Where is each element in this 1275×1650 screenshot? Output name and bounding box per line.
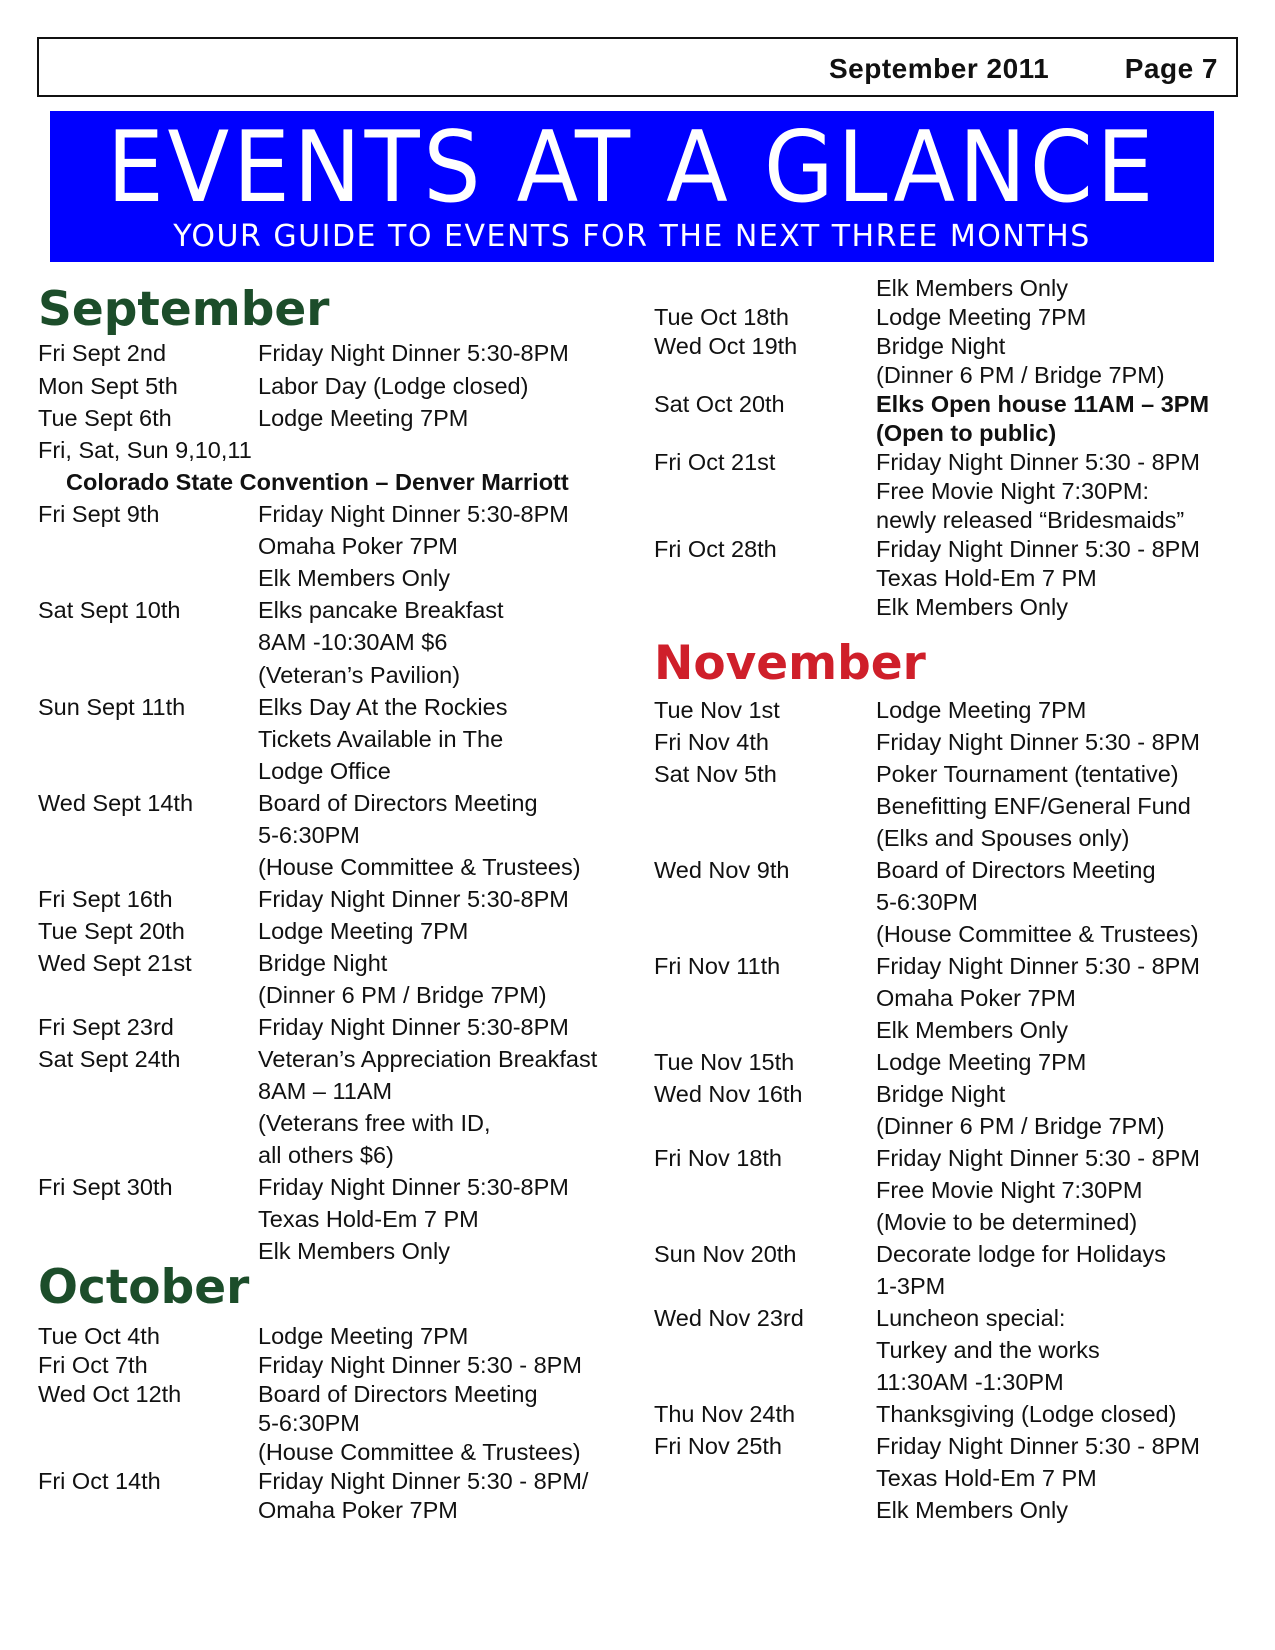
event-desc: (Open to public): [876, 420, 1057, 446]
event-desc: Friday Night Dinner 5:30 - 8PM: [876, 1433, 1200, 1459]
event-desc: (Veterans free with ID,: [258, 1110, 491, 1136]
event-desc: Texas Hold-Em 7 PM: [258, 1206, 479, 1232]
event-date: Sat Sept 24th: [38, 1046, 181, 1072]
event-date: Fri, Sat, Sun 9,10,11: [38, 437, 252, 463]
event-desc: 1-3PM: [876, 1273, 946, 1299]
event-date: Mon Sept 5th: [38, 373, 178, 399]
event-desc: Benefitting ENF/General Fund: [876, 793, 1191, 819]
event-desc: Elk Members Only: [258, 565, 450, 591]
event-desc: Bridge Night: [258, 950, 388, 976]
event-desc: Elk Members Only: [258, 1238, 450, 1264]
event-desc: Omaha Poker 7PM: [258, 1497, 458, 1523]
event-desc: Friday Night Dinner 5:30 - 8PM: [876, 449, 1200, 475]
event-date: Tue Sept 6th: [38, 405, 172, 431]
event-desc: Friday Night Dinner 5:30-8PM: [258, 501, 569, 527]
event-desc: Board of Directors Meeting: [876, 857, 1156, 883]
event-desc: Poker Tournament (tentative): [876, 761, 1179, 787]
event-desc: Friday Night Dinner 5:30-8PM: [258, 1014, 569, 1040]
event-desc: 5-6:30PM: [258, 1410, 360, 1436]
event-desc: Texas Hold-Em 7 PM: [876, 1465, 1097, 1491]
event-desc: Omaha Poker 7PM: [876, 985, 1076, 1011]
event-desc: Board of Directors Meeting: [258, 790, 538, 816]
event-desc: Lodge Meeting 7PM: [876, 697, 1087, 723]
event-desc: Elk Members Only: [876, 1497, 1068, 1523]
event-desc: Elk Members Only: [876, 594, 1068, 620]
event-desc: newly released “Bridesmaids”: [876, 507, 1185, 533]
page-number: Page 7: [1124, 53, 1218, 84]
month-heading-october: October: [38, 1260, 250, 1315]
event-desc: Board of Directors Meeting: [258, 1381, 538, 1407]
event-desc: Elks Day At the Rockies: [258, 694, 508, 720]
event-desc: Friday Night Dinner 5:30 - 8PM/: [258, 1468, 589, 1494]
event-desc: (Dinner 6 PM / Bridge 7PM): [876, 1113, 1165, 1139]
month-heading-november: November: [654, 636, 926, 691]
event-desc: Thanksgiving (Lodge closed): [876, 1401, 1177, 1427]
event-desc: Omaha Poker 7PM: [258, 533, 458, 559]
event-date: Sun Sept 11th: [38, 694, 186, 720]
month-heading-september: September: [38, 282, 330, 337]
event-date: Sat Oct 20th: [654, 391, 785, 417]
event-desc: (Elks and Spouses only): [876, 825, 1130, 851]
event-desc: (Dinner 6 PM / Bridge 7PM): [258, 982, 547, 1008]
event-date: Fri Oct 28th: [654, 536, 777, 562]
event-desc: Friday Night Dinner 5:30 - 8PM: [876, 953, 1200, 979]
event-date: Fri Sept 2nd: [38, 340, 167, 366]
event-desc: Lodge Office: [258, 758, 391, 784]
event-desc: Colorado State Convention – Denver Marriott: [66, 469, 569, 495]
event-date: Fri Nov 25th: [654, 1433, 782, 1459]
event-desc: Elk Members Only: [876, 1017, 1068, 1043]
event-date: Fri Sept 16th: [38, 886, 173, 912]
events-banner: [50, 111, 1214, 262]
event-date: Fri Sept 9th: [38, 501, 160, 527]
event-desc: (Veteran’s Pavilion): [258, 662, 461, 688]
banner-subtitle: YOUR GUIDE TO EVENTS FOR THE NEXT THREE MONTHS: [173, 219, 1091, 254]
event-desc: 8AM -10:30AM $6: [258, 629, 448, 655]
event-desc: Tickets Available in The: [258, 726, 504, 752]
event-date: Fri Nov 4th: [654, 729, 769, 755]
event-desc: Friday Night Dinner 5:30-8PM: [258, 340, 569, 366]
event-date: Sun Nov 20th: [654, 1241, 797, 1267]
event-date: Fri Nov 11th: [654, 953, 781, 979]
event-desc: 5-6:30PM: [876, 889, 978, 915]
event-desc: 8AM – 11AM: [258, 1078, 393, 1104]
event-desc: Free Movie Night 7:30PM:: [876, 478, 1149, 504]
event-date: Wed Sept 14th: [38, 790, 194, 816]
event-desc: Elks pancake Breakfast: [258, 597, 504, 623]
event-date: Fri Sept 30th: [38, 1174, 173, 1200]
event-desc: Friday Night Dinner 5:30-8PM: [258, 1174, 569, 1200]
event-date: Wed Oct 12th: [38, 1381, 182, 1407]
event-desc: (House Committee & Trustees): [258, 854, 581, 880]
event-desc: Bridge Night: [876, 1081, 1006, 1107]
event-desc: Friday Night Dinner 5:30 - 8PM: [876, 1145, 1200, 1171]
event-date: Tue Nov 15th: [654, 1049, 795, 1075]
event-desc: Free Movie Night 7:30PM: [876, 1177, 1143, 1203]
event-desc: 5-6:30PM: [258, 822, 360, 848]
event-date: Fri Sept 23rd: [38, 1014, 174, 1040]
event-desc: Luncheon special:: [876, 1305, 1066, 1331]
event-desc: Lodge Meeting 7PM: [258, 1323, 469, 1349]
event-desc: Lodge Meeting 7PM: [258, 405, 469, 431]
event-date: Fri Oct 14th: [38, 1468, 161, 1494]
event-date: Wed Sept 21st: [38, 950, 192, 976]
event-date: Sat Nov 5th: [654, 761, 777, 787]
event-desc: Turkey and the works: [876, 1337, 1100, 1363]
event-date: Thu Nov 24th: [654, 1401, 796, 1427]
event-date: Wed Nov 23rd: [654, 1305, 804, 1331]
event-desc: Lodge Meeting 7PM: [876, 1049, 1087, 1075]
event-desc: (House Committee & Trustees): [876, 921, 1199, 947]
page-header: [37, 37, 1238, 97]
banner-title: EVENTS AT A GLANCE: [106, 111, 1158, 225]
event-date: Tue Oct 4th: [38, 1323, 160, 1349]
event-date: Fri Oct 21st: [654, 449, 776, 475]
event-desc: Friday Night Dinner 5:30 - 8PM: [258, 1352, 582, 1378]
issue-date: September 2011: [829, 53, 1050, 84]
event-date: Tue Oct 18th: [654, 304, 789, 330]
event-desc: Lodge Meeting 7PM: [876, 304, 1087, 330]
event-date: Wed Oct 19th: [654, 333, 798, 359]
event-date: Tue Sept 20th: [38, 918, 185, 944]
event-date: Fri Oct 7th: [38, 1352, 148, 1378]
event-date: Sat Sept 10th: [38, 597, 181, 623]
event-desc: 11:30AM -1:30PM: [876, 1369, 1064, 1395]
event-desc: Elk Members Only: [876, 275, 1068, 301]
event-desc: (Movie to be determined): [876, 1209, 1138, 1235]
event-desc: Veteran’s Appreciation Breakfast: [258, 1046, 598, 1072]
event-desc: Elks Open house 11AM – 3PM: [876, 391, 1210, 417]
event-desc: Labor Day (Lodge closed): [258, 373, 529, 399]
event-desc: (House Committee & Trustees): [258, 1439, 581, 1465]
event-desc: Bridge Night: [876, 333, 1006, 359]
event-desc: all others $6): [258, 1142, 394, 1168]
event-date: Tue Nov 1st: [654, 697, 780, 723]
event-desc: (Dinner 6 PM / Bridge 7PM): [876, 362, 1165, 388]
event-date: Wed Nov 9th: [654, 857, 790, 883]
event-desc: Friday Night Dinner 5:30 - 8PM: [876, 729, 1200, 755]
event-desc: Texas Hold-Em 7 PM: [876, 565, 1097, 591]
event-desc: Friday Night Dinner 5:30-8PM: [258, 886, 569, 912]
event-desc: Lodge Meeting 7PM: [258, 918, 469, 944]
event-date: Wed Nov 16th: [654, 1081, 803, 1107]
event-desc: Friday Night Dinner 5:30 - 8PM: [876, 536, 1200, 562]
event-date: Fri Nov 18th: [654, 1145, 782, 1171]
event-desc: Decorate lodge for Holidays: [876, 1241, 1166, 1267]
